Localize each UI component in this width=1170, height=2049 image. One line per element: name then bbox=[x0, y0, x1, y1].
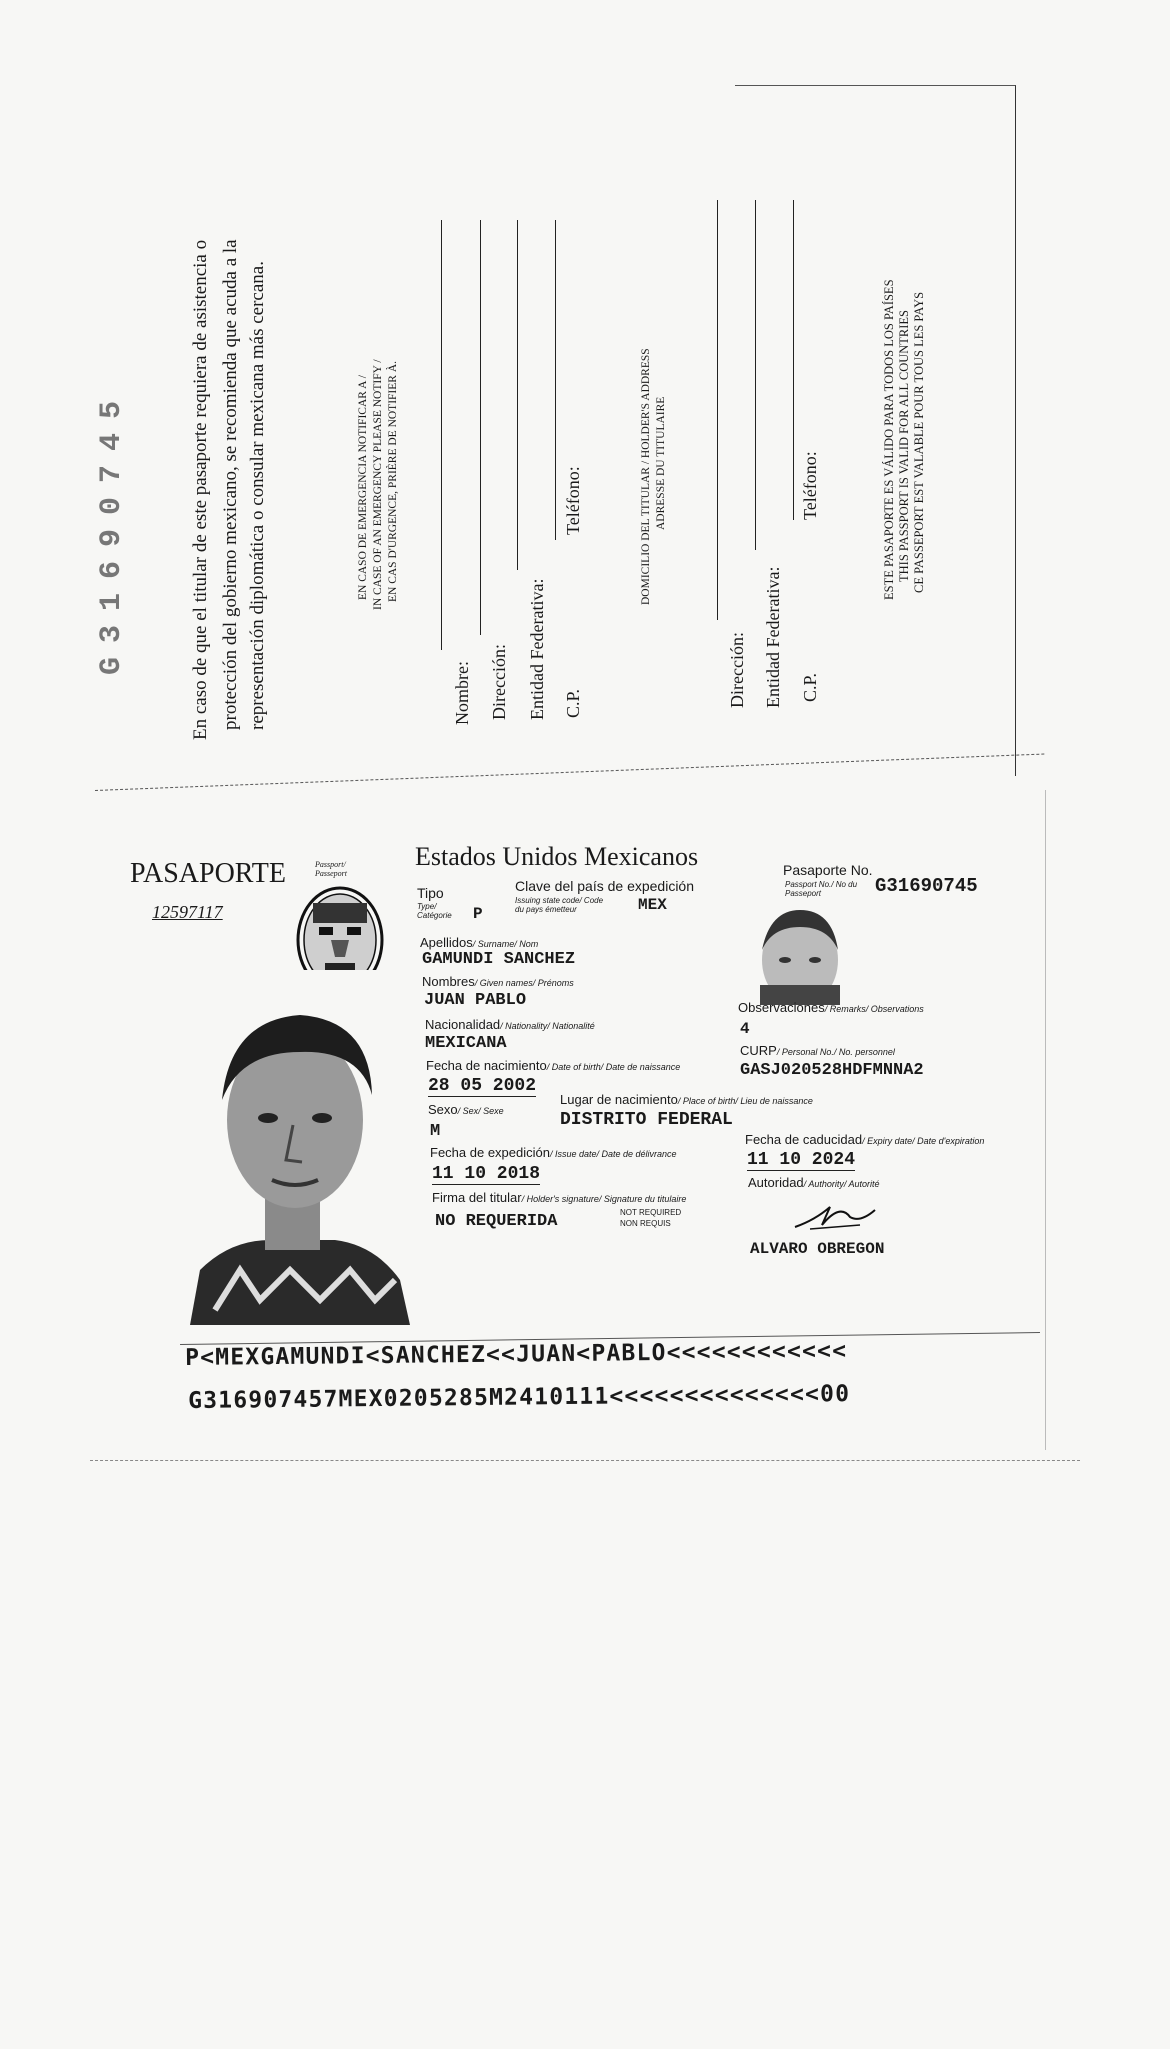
observaciones-value: 4 bbox=[740, 1020, 750, 1038]
emergency-direccion-line bbox=[480, 220, 481, 635]
validity-line-1: ESTE PASAPORTE ES VÁLIDO PARA TODOS LOS PAÍSES bbox=[882, 279, 896, 600]
nacimiento-value: 28 05 2002 bbox=[428, 1076, 537, 1096]
emergency-header-line-3: EN CAS D'URGENCE, PRIÈRE DE NOTIFIER À. bbox=[387, 360, 399, 602]
caducidad-label bbox=[745, 1132, 984, 1147]
sexo-label bbox=[428, 1102, 504, 1117]
tipo-sub: Type/ Catégorie bbox=[417, 902, 452, 920]
expedicion-label-sub: / Issue date/ Date de délivrance bbox=[549, 1149, 677, 1159]
caducidad-value: 11 10 2024 bbox=[747, 1150, 856, 1170]
caducidad-label-sub: / Expiry date/ Date d'expiration bbox=[862, 1136, 985, 1146]
holder-cp-label: C.P. bbox=[800, 672, 820, 702]
curp-label-sub: / Personal No./ No. personnel bbox=[776, 1047, 895, 1057]
nombres-label-text: Nombres bbox=[422, 974, 475, 989]
authority-signature-icon bbox=[790, 1195, 880, 1235]
holder-direccion-label: Dirección: bbox=[727, 632, 747, 708]
expedicion-value: 11 10 2018 bbox=[432, 1164, 541, 1184]
emergency-entidad-label: Entidad Federativa: bbox=[527, 578, 547, 720]
apellidos-label-text: Apellidos bbox=[420, 935, 473, 950]
emergency-nombre-line bbox=[441, 220, 442, 650]
observations-page bbox=[95, 90, 1015, 790]
emergency-cp-label: C.P. bbox=[563, 688, 583, 718]
autoridad-label-sub: / Authority/ Autorité bbox=[803, 1179, 880, 1189]
emergency-nombre-label: Nombre: bbox=[452, 661, 472, 725]
mrz-line-2: G316907457MEX0205285M2410111<<<<<<<<<<<<<<00 bbox=[188, 1381, 851, 1414]
emergency-telefono-label: Teléfono: bbox=[563, 466, 583, 535]
sexo-value: M bbox=[430, 1122, 441, 1141]
nombres-label bbox=[422, 974, 574, 989]
perforated-serial-number: G31690745 bbox=[95, 386, 129, 675]
validity-line-2: THIS PASSPORT IS VALID FOR ALL COUNTRIES bbox=[897, 310, 911, 582]
firma-note-2: NON REQUIS bbox=[620, 1219, 671, 1228]
emergency-direccion-label: Dirección: bbox=[489, 644, 509, 720]
emergency-cp-line bbox=[555, 220, 556, 540]
holder-address-header-line-1: DOMICILIO DEL TITULAR / HOLDER'S ADDRESS bbox=[640, 348, 652, 605]
clave-value: MEX bbox=[638, 896, 667, 914]
curp-value: GASJ020528HDFMNNA2 bbox=[740, 1061, 924, 1080]
holder-photo bbox=[160, 970, 435, 1325]
passport-data-page bbox=[90, 800, 1080, 1461]
passport-number-value: G31690745 bbox=[875, 875, 978, 897]
sexo-label-text: Sexo bbox=[428, 1102, 458, 1117]
nacimiento-label-sub: / Date of birth/ Date de naissance bbox=[546, 1062, 681, 1072]
firma-value: NO REQUERIDA bbox=[435, 1212, 558, 1231]
clave-label: Clave del país de expedición bbox=[515, 878, 695, 894]
issuing-country: Estados Unidos Mexicanos bbox=[415, 842, 699, 871]
firma-label bbox=[432, 1190, 686, 1205]
lugar-label bbox=[560, 1092, 813, 1107]
assistance-text-line-2: protección del gobierno mexicano, se recomienda que acuda a la bbox=[220, 239, 241, 730]
holder-address-header-line-2: ADRESSE DU TITULAIRE bbox=[655, 396, 667, 530]
curp-label bbox=[740, 1043, 895, 1058]
caducidad-label-text: Fecha de caducidad bbox=[745, 1132, 863, 1147]
booklet-number: 12597117 bbox=[152, 902, 223, 922]
assistance-text-line-1: En caso de que el titular de este pasaporte requiera de asistencia o bbox=[190, 239, 211, 740]
nacimiento-label bbox=[426, 1058, 680, 1073]
firma-label-text: Firma del titular bbox=[432, 1190, 522, 1205]
data-page-right-edge bbox=[1045, 790, 1046, 1450]
lugar-label-text: Lugar de nacimiento bbox=[560, 1092, 678, 1107]
nombres-value: JUAN PABLO bbox=[424, 991, 527, 1010]
holder-entidad-line bbox=[755, 200, 756, 550]
apellidos-value: GAMUNDI SANCHEZ bbox=[422, 950, 576, 969]
tipo-label: Tipo bbox=[417, 885, 444, 901]
nacionalidad-label-text: Nacionalidad bbox=[425, 1017, 501, 1032]
nacionalidad-value: MEXICANA bbox=[425, 1034, 507, 1053]
sexo-label-sub: / Sex/ Sexe bbox=[457, 1106, 504, 1116]
apellidos-label bbox=[420, 935, 538, 950]
holder-entidad-label: Entidad Federativa: bbox=[763, 566, 783, 708]
ghost-photo bbox=[740, 905, 860, 1005]
validity-line-3: CE PASSEPORT EST VALABLE POUR TOUS LES PAYS bbox=[912, 291, 926, 593]
tipo-value: P bbox=[473, 905, 483, 923]
passport-number-label: Pasaporte No. bbox=[783, 862, 873, 878]
emergency-header-line-1: EN CASO DE EMERGENCIA NOTIFICAR A / bbox=[357, 375, 369, 600]
autoridad-label-text: Autoridad bbox=[748, 1175, 804, 1190]
nacionalidad-label bbox=[425, 1017, 595, 1032]
observaciones-label bbox=[738, 1000, 924, 1015]
observaciones-label-text: Observaciones bbox=[738, 1000, 825, 1015]
holder-telefono-label: Teléfono: bbox=[800, 451, 820, 520]
autoridad-label bbox=[748, 1175, 880, 1190]
holder-cp-line bbox=[793, 200, 794, 520]
nombres-label-sub: / Given names/ Prénoms bbox=[474, 978, 574, 988]
mrz-line-1: P<MEXGAMUNDI<SANCHEZ<<JUAN<PABLO<<<<<<<<<<<< bbox=[185, 1338, 848, 1371]
firma-label-sub: / Holder's signature/ Signature du titulaire bbox=[521, 1194, 687, 1204]
lugar-value: DISTRITO FEDERAL bbox=[560, 1110, 733, 1130]
clave-sub: Issuing state code/ Code du pays émetteur bbox=[515, 896, 604, 914]
apellidos-label-sub: / Surname/ Nom bbox=[472, 939, 539, 949]
holder-direccion-line bbox=[717, 200, 718, 620]
autoridad-value: ALVARO OBREGON bbox=[750, 1240, 885, 1258]
firma-note-1: NOT REQUIRED bbox=[620, 1208, 682, 1217]
passport-title-translation: Passport/ Passeport bbox=[315, 860, 347, 878]
nacimiento-label-text: Fecha de nacimiento bbox=[426, 1058, 547, 1073]
assistance-text-line-3: representación diplomática o consular mexicana más cercana. bbox=[247, 261, 268, 730]
emergency-header-line-2: IN CASE OF AN EMERGENCY PLEASE NOTIFY / bbox=[372, 359, 384, 610]
passport-title: PASAPORTE bbox=[130, 858, 287, 889]
passport-number-sub: Passport No./ No du Passeport bbox=[785, 880, 858, 898]
curp-label-text: CURP bbox=[740, 1043, 777, 1058]
lugar-label-sub: / Place of birth/ Lieu de naissance bbox=[677, 1096, 813, 1106]
nacionalidad-label-sub: / Nationality/ Nationalité bbox=[500, 1021, 595, 1031]
expedicion-label bbox=[430, 1145, 677, 1160]
observaciones-label-sub: / Remarks/ Observations bbox=[824, 1004, 924, 1014]
emergency-entidad-line bbox=[517, 220, 518, 570]
expedicion-label-text: Fecha de expedición bbox=[430, 1145, 550, 1160]
